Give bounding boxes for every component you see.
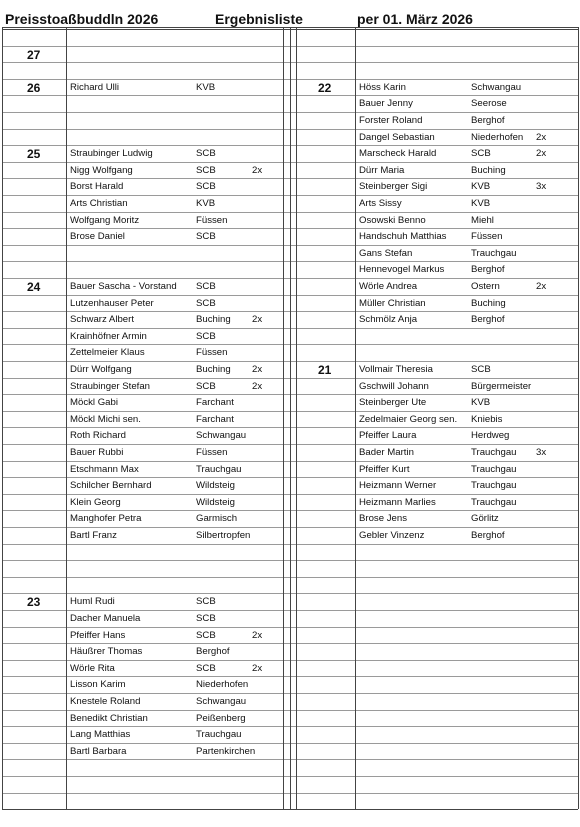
- participant-count: 2x: [252, 381, 263, 392]
- participant-name: Bauer Jenny: [359, 98, 413, 109]
- participant-club: Schwangau: [196, 430, 247, 441]
- participant-name: Osowski Benno: [359, 215, 426, 226]
- participant-name: Bauer Sascha - Vorstand: [70, 281, 177, 292]
- participant-club: Kniebis: [471, 414, 503, 425]
- participant-name: Bartl Franz: [70, 530, 117, 541]
- participant-club: SCB: [471, 148, 491, 159]
- participant-name: Zedelmaier Georg sen.: [359, 414, 458, 425]
- participant-club: Trauchgau: [471, 464, 517, 475]
- participant-name: Richard Ulli: [70, 82, 120, 93]
- score-group-label: 27: [27, 48, 41, 62]
- participant-name: Straubinger Ludwig: [70, 148, 153, 159]
- score-group-label: 23: [27, 595, 41, 609]
- participant-name: Hennevogel Markus: [359, 264, 445, 275]
- participant-club: Trauchgau: [196, 729, 242, 740]
- participant-name: Schwarz Albert: [70, 314, 134, 325]
- participant-club: KVB: [471, 397, 491, 408]
- document-title: Preisstoaßbuddln 2026: [5, 11, 159, 27]
- column-line: [355, 27, 356, 809]
- score-group-label: 25: [27, 147, 41, 161]
- score-group-label: 21: [318, 363, 332, 377]
- participant-club: Buching: [471, 165, 506, 176]
- participant-club: Peißenberg: [196, 713, 246, 724]
- participant-name: Manghofer Petra: [70, 513, 142, 524]
- participant-name: Klein Georg: [70, 497, 121, 508]
- participant-count: 2x: [536, 281, 547, 292]
- participant-name: Häußrer Thomas: [70, 646, 143, 657]
- participant-name: Brose Jens: [359, 513, 407, 524]
- participant-count: 2x: [536, 132, 547, 143]
- participant-club: Niederhofen: [471, 132, 524, 143]
- participant-club: SCB: [196, 231, 216, 242]
- participant-club: Bürgermeister: [471, 381, 532, 392]
- participant-count: 2x: [252, 630, 263, 641]
- participant-name: Gschwill Johann: [359, 381, 429, 392]
- participant-name: Pfeiffer Laura: [359, 430, 417, 441]
- participant-club: Buching: [196, 314, 231, 325]
- participant-name: Dacher Manuela: [70, 613, 141, 624]
- participant-count: 2x: [252, 663, 263, 674]
- participant-club: SCB: [196, 596, 216, 607]
- participant-name: Gebler Vinzenz: [359, 530, 425, 541]
- participant-name: Benedikt Christian: [70, 713, 148, 724]
- participant-club: SCB: [196, 331, 216, 342]
- participant-name: Krainhöfner Armin: [70, 331, 147, 342]
- participant-name: Forster Roland: [359, 115, 423, 126]
- score-group-label: 24: [27, 280, 41, 294]
- participant-name: Knestele Roland: [70, 696, 141, 707]
- participant-club: Trauchgau: [471, 447, 517, 458]
- participant-club: Trauchgau: [471, 497, 517, 508]
- participant-count: 2x: [252, 364, 263, 375]
- participant-name: Heizmann Werner: [359, 480, 437, 491]
- participant-club: Partenkirchen: [196, 746, 256, 757]
- participant-name: Vollmair Theresia: [359, 364, 433, 375]
- participant-club: Schwangau: [196, 696, 247, 707]
- participant-name: Zettelmeier Klaus: [70, 347, 145, 358]
- participant-club: Schwangau: [471, 82, 522, 93]
- participant-club: Berghof: [471, 530, 505, 541]
- participant-club: SCB: [196, 630, 216, 641]
- participant-club: SCB: [196, 663, 216, 674]
- participant-club: SCB: [196, 381, 216, 392]
- participant-club: Buching: [471, 298, 506, 309]
- participant-name: Arts Sissy: [359, 198, 402, 209]
- participant-name: Pfeiffer Kurt: [359, 464, 410, 475]
- participant-name: Wörle Rita: [70, 663, 115, 674]
- participant-club: Görlitz: [471, 513, 499, 524]
- participant-count: 2x: [536, 148, 547, 159]
- column-line: [283, 27, 284, 809]
- participant-count: 2x: [252, 314, 263, 325]
- participant-club: Ostern: [471, 281, 500, 292]
- column-line: [578, 27, 579, 809]
- participant-name: Marscheck Harald: [359, 148, 437, 159]
- participant-club: SCB: [471, 364, 491, 375]
- column-line: [296, 27, 297, 809]
- participant-club: Garmisch: [196, 513, 238, 524]
- participant-club: KVB: [471, 198, 491, 209]
- participant-name: Dürr Wolfgang: [70, 364, 132, 375]
- participant-name: Gans Stefan: [359, 248, 413, 259]
- participant-name: Roth Richard: [70, 430, 126, 441]
- participant-name: Brose Daniel: [70, 231, 125, 242]
- participant-club: Trauchgau: [196, 464, 242, 475]
- document-subtitle: Ergebnisliste: [215, 11, 303, 27]
- participant-club: Herdweg: [471, 430, 510, 441]
- participant-count: 2x: [252, 165, 263, 176]
- row-line: [2, 809, 578, 810]
- participant-count: 3x: [536, 181, 547, 192]
- column-line: [66, 27, 67, 809]
- participant-name: Arts Christian: [70, 198, 128, 209]
- participant-club: SCB: [196, 165, 216, 176]
- participant-name: Nigg Wolfgang: [70, 165, 133, 176]
- participant-club: SCB: [196, 148, 216, 159]
- participant-name: Borst Harald: [70, 181, 124, 192]
- participant-name: Heizmann Marlies: [359, 497, 436, 508]
- participant-name: Möckl Gabi: [70, 397, 118, 408]
- participant-club: Füssen: [196, 347, 228, 358]
- participant-name: Steinberger Sigi: [359, 181, 428, 192]
- participant-club: Füssen: [196, 447, 228, 458]
- participant-name: Lutzenhauser Peter: [70, 298, 154, 309]
- participant-name: Wolfgang Moritz: [70, 215, 140, 226]
- participant-name: Höss Karin: [359, 82, 406, 93]
- participant-club: SCB: [196, 281, 216, 292]
- participant-name: Bauer Rubbi: [70, 447, 124, 458]
- participant-club: Berghof: [471, 115, 505, 126]
- score-group-label: 22: [318, 81, 332, 95]
- participant-club: Trauchgau: [471, 248, 517, 259]
- participant-name: Huml Rudi: [70, 596, 115, 607]
- participant-name: Dangel Sebastian: [359, 132, 435, 143]
- participant-name: Straubinger Stefan: [70, 381, 151, 392]
- participant-name: Etschmann Max: [70, 464, 139, 475]
- participant-name: Wörle Andrea: [359, 281, 418, 292]
- column-line: [2, 27, 3, 809]
- participant-club: KVB: [471, 181, 491, 192]
- participant-club: Seerose: [471, 98, 507, 109]
- participant-club: Farchant: [196, 397, 234, 408]
- participant-name: Pfeiffer Hans: [70, 630, 126, 641]
- participant-club: Füssen: [471, 231, 503, 242]
- document-date: per 01. März 2026: [357, 11, 473, 27]
- participant-name: Steinberger Ute: [359, 397, 427, 408]
- score-group-label: 26: [27, 81, 41, 95]
- participant-club: KVB: [196, 198, 216, 209]
- participant-name: Bader Martin: [359, 447, 414, 458]
- participant-club: Trauchgau: [471, 480, 517, 491]
- participant-name: Bartl Barbara: [70, 746, 127, 757]
- participant-name: Möckl Michi sen.: [70, 414, 141, 425]
- participant-name: Müller Christian: [359, 298, 426, 309]
- participant-club: Wildsteig: [196, 480, 235, 491]
- participant-name: Schmölz Anja: [359, 314, 418, 325]
- participant-club: KVB: [196, 82, 216, 93]
- participant-club: Berghof: [471, 314, 505, 325]
- participant-club: SCB: [196, 181, 216, 192]
- participant-club: Füssen: [196, 215, 228, 226]
- participant-name: Schilcher Bernhard: [70, 480, 152, 491]
- participant-club: Wildsteig: [196, 497, 235, 508]
- participant-name: Dürr Maria: [359, 165, 405, 176]
- participant-name: Lang Matthias: [70, 729, 131, 740]
- participant-club: Berghof: [196, 646, 230, 657]
- participant-name: Handschuh Matthias: [359, 231, 447, 242]
- participant-club: Niederhofen: [196, 679, 249, 690]
- participant-club: Miehl: [471, 215, 494, 226]
- participant-club: SCB: [196, 298, 216, 309]
- participant-count: 3x: [536, 447, 547, 458]
- participant-name: Lisson Karim: [70, 679, 126, 690]
- participant-club: SCB: [196, 613, 216, 624]
- column-line: [290, 27, 291, 809]
- participant-club: Farchant: [196, 414, 234, 425]
- participant-club: Berghof: [471, 264, 505, 275]
- participant-club: Silbertropfen: [196, 530, 251, 541]
- participant-club: Buching: [196, 364, 231, 375]
